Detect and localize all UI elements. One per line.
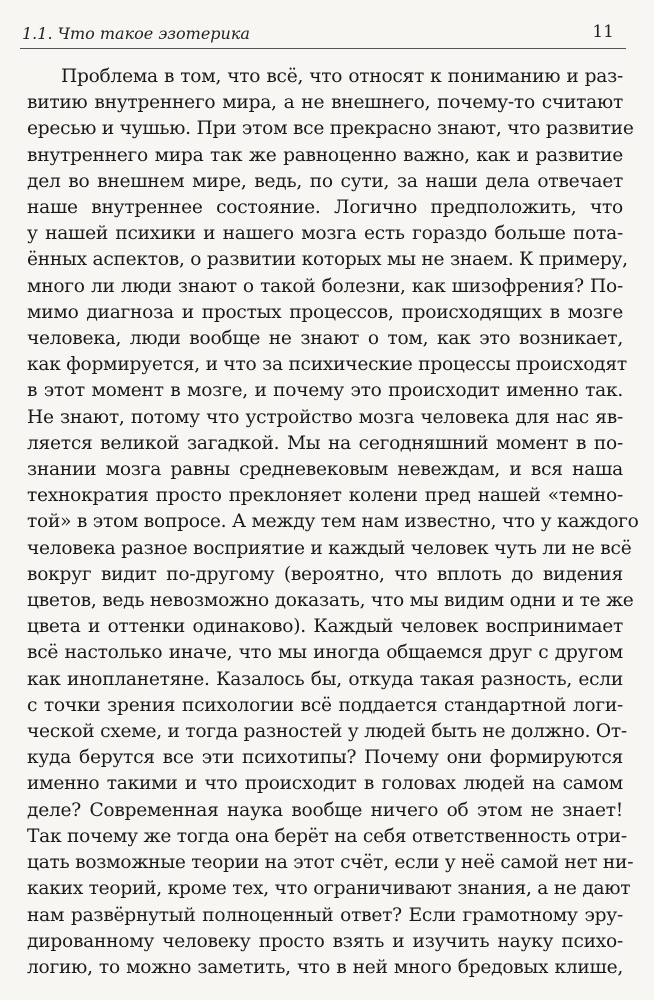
text-line: вокруг видит по-другому (вероятно, что вплоть до видения — [27, 563, 623, 585]
text-line: ческой схеме, и тогда разностей у людей быть не должно. От- — [27, 721, 627, 743]
text-line: много ли люди знают о такой болезни, как шизофрения? По- — [27, 275, 623, 297]
text-line: ляется великой загадкой. Мы на сегодняшний момент в по- — [27, 432, 623, 454]
text-line: наше внутреннее состояние. Логично предположить, что — [27, 197, 623, 219]
text-line: ённых аспектов, о развитии которых мы не знаем. К примеру, — [27, 249, 628, 271]
text-line: нам развёрнутый полноценный ответ? Если грамотному эру- — [27, 904, 623, 926]
text-line: деле? Современная наука вообще ничего об этом не знает! — [27, 799, 623, 821]
text-line: Так почему же тогда она берёт на себя ответственность отри- — [27, 825, 627, 847]
text-line: знании мозга равны средневековым невеждам, и вся наша — [27, 459, 623, 481]
running-title: 1.1. Что такое эзотерика — [22, 24, 250, 43]
header-rule — [20, 48, 626, 49]
text-line: именно такими и что происходит в головах людей на самом — [27, 773, 623, 795]
text-line: куда берутся все эти психотипы? Почему они формируются — [27, 747, 623, 769]
text-line: Проблема в том, что всё, что относят к пониманию и раз- — [61, 66, 623, 87]
text-line: той» в этом вопросе. А между тем нам известно, что у каждого — [27, 511, 639, 533]
text-line: у нашей психики и нашего мозга есть гораздо больше пота- — [27, 223, 623, 245]
text-line: каких теорий, кроме тех, что ограничивают знания, а не дают — [27, 878, 631, 900]
text-line: всё настолько иначе, что мы иногда общаемся друг с другом — [27, 642, 623, 664]
page-number: 11 — [592, 22, 614, 42]
text-line: логию, то можно заметить, что в ней много бредовых клише, — [27, 956, 623, 978]
text-line: Не знают, потому что устройство мозга человека для нас яв- — [27, 406, 623, 428]
text-line: человека разное восприятие и каждый человек чуть ли не всё — [27, 537, 632, 559]
text-line: цветов, ведь невозможно доказать, что мы видим одни и те же — [27, 590, 634, 612]
body-paragraph — [27, 64, 639, 981]
text-line: дированному человеку просто взять и изучить науку психо- — [27, 930, 623, 952]
text-line: цать возможные теории на этот счёт, если у неё самой нет ни- — [27, 852, 634, 874]
text-line: как инопланетяне. Казалось бы, откуда такая разность, если — [27, 668, 623, 690]
text-line: в этот момент в мозге, и почему это происходит именно так. — [27, 380, 623, 402]
text-line: мимо диагноза и простых процессов, происходящих в мозге — [27, 301, 623, 323]
text-line: цвета и оттенки одинаково). Каждый человек воспринимает — [27, 616, 623, 638]
text-line: витию внутреннего мира, а не внешнего, почему-то считают — [27, 92, 623, 114]
text-line: ересью и чушью. При этом все прекрасно знают, что развитие — [27, 118, 634, 140]
text-line: как формируется, и что за психические процессы происходят — [27, 354, 627, 376]
text-line: человека, люди вообще не знают о том, как это возникает, — [27, 328, 623, 350]
text-line: с точки зрения психологии всё поддается стандартной логи- — [27, 694, 623, 716]
text-line: дел во внешнем мире, ведь, по сути, за наши дела отвечает — [27, 170, 623, 192]
text-line: технократия просто преклоняет колени пред нашей «темно- — [27, 485, 623, 507]
text-line: внутреннего мира так же равноценно важно, как и развитие — [27, 144, 623, 166]
